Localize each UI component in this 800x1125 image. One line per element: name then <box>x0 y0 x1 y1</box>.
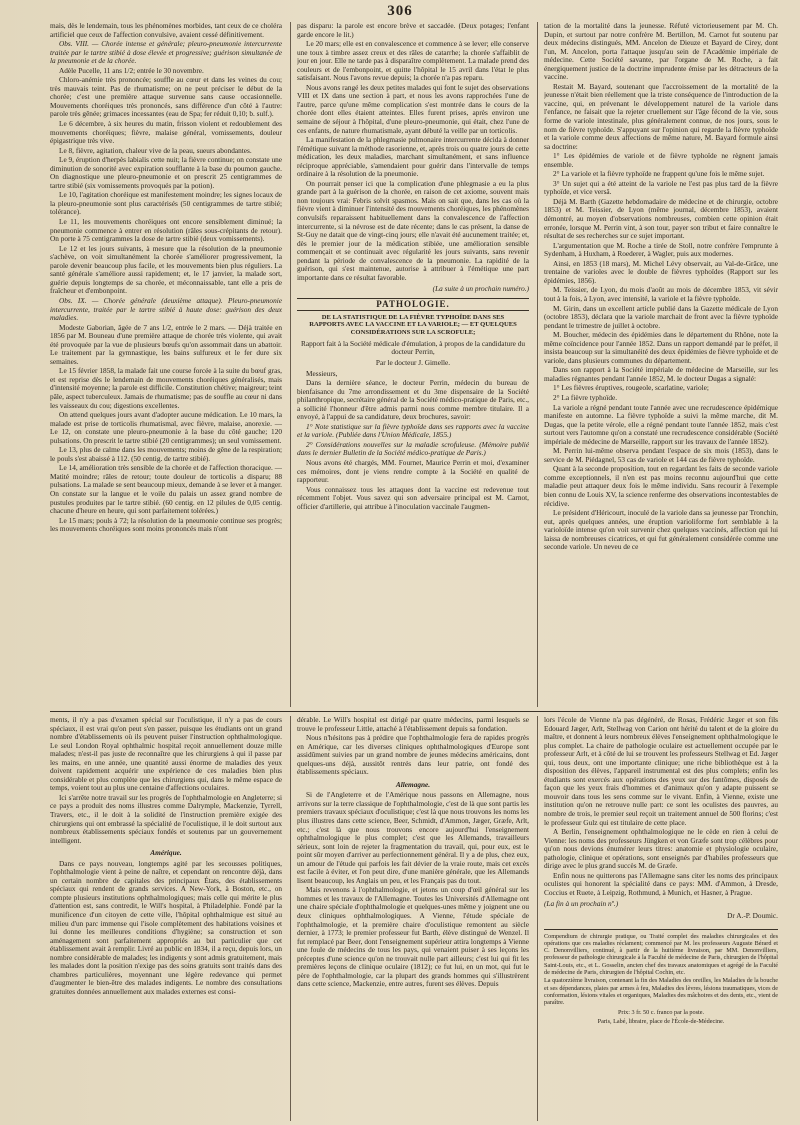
paragraph: Enfin nous ne quitterons pas l'Allemagne sans citer les noms des principaux oculistes qui honorent la spécialité dans ce pays: MM. d'Ammon, à Dresde, Coccius et Ruete, à Leipzig, Rothmund, à Munich, et Hasner, à Prague. <box>544 870 778 897</box>
paragraph: Dans son rapport à la Société impériale de médecine de Marseille, sur les maladies régnantes pendant l'année 1852, M. le docteur Dugas a signalé: <box>544 365 778 383</box>
report-line: Rapport fait à la Société médicale d'émulation, à propos de la candidature du docteur Perrin, <box>301 338 525 357</box>
column-divider <box>290 716 291 1121</box>
paragraph: 2° La fièvre typhoïde. <box>553 392 618 402</box>
column-top-right <box>544 22 778 707</box>
book-price: Prix: 3 fr. 50 c. franco par la poste. <box>617 1008 705 1016</box>
paragraph: M. Boucher, médecin des épidémies dans le département du Rhône, note la même coïncidence pour l'année 1852. Dans un rapport demandé par le préfet, il insista beaucoup sur la simultanéité des deux épidémies de fièvre typhoïde et de variole, dans plusieurs communes du département. <box>544 330 778 365</box>
paragraph: Le 15 février 1858, la malade fait une course forcée à la suite du bœuf gras, et est reprise dès le lendemain de mouvements choréiques généralisés, mais d'intensité moyenne; la parole est difficile. Constitution chétive; maigreur; teint pâle, aspect tuberculeux. Jamais de rhumatisme; pas de souffle au cœur ni dans les vaisseaux du cou; digestions excellentes. <box>50 366 282 410</box>
paragraph: M. Teissier, de Lyon, du mois d'août au mois de décembre 1853, vit sévir tout à la fois, à Lyon, avec intensité, la variole et la fièvre typhoïde. <box>544 285 778 303</box>
column-top-left <box>50 22 282 707</box>
continued-note: (La suite à un prochain numéro.) <box>432 284 529 294</box>
paragraph: Ainsi, en 1853 (18 mars), M. Michel Lévy observait, au Val-de-Grâce, une trentaine de varioles avec le double de fièvres typhoïdes (Rapport sur les épidémies, 1856). <box>544 258 778 285</box>
paragraph: Chloro-anémie très prononcée; souffle au cœur et dans les veines du cou; très mauvais teint. Pas de rhumatisme; on ne peut préciser le début de la chorée; c'est une première attaque survenue sans cause occasionnelle. Mouvements choréiques très prononcés, sans différence d'un côté à l'autre: parole très gênée; grimaces incessantes (eau de Spa; fer réduit 0,10; b. sulf.). <box>50 75 282 119</box>
paragraph: 1° Les fièvres éruptives, rougeole, scarlatine, variole; <box>553 383 709 393</box>
signature: Dr A.-P. Doumic. <box>727 911 778 921</box>
paragraph: pas disparu: la parole est encore brève et saccadée. (Deux potages; l'enfant garde encore le lit.) <box>297 22 529 39</box>
observation-heading: Obs. IX. — Chorée générale (deuxième attaque). Pleuro-pneumonie intercurrente, traitée par le tartre stibié à haute dose: guérison des deux maladies. <box>50 295 282 323</box>
section-heading: Allemagne. <box>395 779 431 789</box>
paragraph: Le 20 mars; elle est en convalescence et commence à se lever; elle conserve une toux à timbre assez creux et des râles de catarrhe; la chorée s'affaiblit de jour en jour. Elle ne tarde pas à disparaître complètement. La malade prend des couleurs et de l'embonpoint, et quitte l'hôpital le 15 avril dans l'état le plus satisfaisant. Nous l'avons revue depuis; la chorée n'a pas reparu. <box>297 39 529 83</box>
paragraph: Le 8, fièvre, agitation, chaleur vive de la peau, sueurs abondantes. <box>59 145 252 155</box>
paragraph: tation de la mortalité dans la jeunesse. Réfuté victorieusement par M. Ch. Dupin, et surtout par notre confrère M. Bertillon, M. Carnot fut soutenu par deux médecins distingués, MM. Ancelon de Dieuze et Bayard de Cirey, dont l'un, M. Ancelon, porta l'attaque jusqu'au sein de l'Académie impériale de médecine. Cette Société savante, par l'organe de M. Roche, a fait énergiquement justice de la doctrine imprudente émise par les détracteurs de la vaccine. <box>544 22 778 82</box>
paragraph: Le 12 et les jours suivants, à mesure que la résolution de la pneumonie s'achève, on voit simultanément la chorée s'améliorer progressivement, la parole devenir beaucoup plus facile, et les mouvements bien plus réguliers. La santé générale s'améliore aussi rapidement; et, le 17 janvier, la malade sort, guérie depuis longtemps de sa chorée, et méconnaissable, tant elle a pris de fraîcheur et d'embonpoint. <box>50 243 282 296</box>
column-bottom-middle <box>297 716 529 1121</box>
paragraph: 1° Note statistique sur la fièvre typhoïde dans ses rapports avec la vaccine et la variole. (Publiée dans l'Union Médicale, 1855.) <box>297 421 529 440</box>
paragraph: Dans la dernière séance, le docteur Perrin, médecin du bureau de bienfaisance du 7me arrondissement et du 3me dispensaire de la Société philanthropique, secrétaire général de la Société médico-pratique de Paris, etc., a sollicité l'honneur d'être admis parmi nous comme membre titulaire. Il a envoyé, à l'appui de sa candidature, deux brochures, savoir: <box>297 378 529 422</box>
column-divider <box>290 22 291 707</box>
paragraph: On attend quelques jours avant d'adopter aucune médication. Le 10 mars, la malade est prise de torticolis rhumatismal, avec fièvre, malaise, anorexie. — Le 12, on constate une pleuro-pneumonie à la base du côté gauche; 120 pulsations. On prescrit le tartre stibié (20 centigrammes); un seul vomissement. <box>50 410 282 445</box>
paragraph: On pourrait penser ici que la complication d'une phlegmasie a eu la plus grande part à la guérison de la chorée, en raison de cet axiome, souvent mais non toujours vrai: Febris solvit spasmos. Mais on sait que, dans les cas où la fièvre vient à diminuer l'intensité des mouvements choréiques, les phénomènes convulsifs reparaissent habituellement dans la convalescence de l'affection intercurrente, si la névrose est de date récente; dans le cas présent, la danse de St-Guy ne datait que de vingt-cinq jours; elle n'avait été aucunement traitée; et, dès le premier jour de la médication stibiée, une amélioration sensible commençait et se continuait avec régularité les jours suivants, sans revenir pendant la période de convalescence de la pneumonie. La rapidité de la guérison, qui s'est maintenue, autorise à attribuer à l'émétique une part importante dans ce résultat favorable. <box>297 178 529 282</box>
paragraph: Adèle Pucelle, 11 ans 1/2; entrée le 30 novembre. <box>59 65 204 75</box>
paragraph: 2° La variole et la fièvre typhoïde ne frappent qu'une fois le même sujet. <box>553 169 765 179</box>
column-divider <box>537 22 538 707</box>
paragraph: 2° Considérations nouvelles sur la maladie scrofuleuse. (Mémoire publié dans le dernier Bulletin de la Société médico-pratique de Paris.) <box>297 439 529 458</box>
book-publisher: Paris, Labé, libraire, place de l'École-de-Médecine. <box>597 1017 725 1025</box>
paragraph: Nous avons rangé les deux petites malades qui font le sujet des observations VIII et IX dans une section à part, et nous les avons rapprochées l'une de l'autre, parce qu'une même complication s'est montrée dans le cours de la chorée dont elles étaient atteintes. Elles furent prises, après environ une semaine de séjour à l'hôpital, d'une pleuro-pneumonie, qui était, chez l'une de ces enfants, de nature rhumatismale, ayant débuté la veille par un torticolis. <box>297 82 529 135</box>
paragraph: Vous connaissez tous les attaques dont la vaccine est redevenue tout récemment l'objet. Vous savez qui son adversaire principal est M. Carnot, officier d'artillerie, qui attribue à l'inoculation vaccinale l'augmen- <box>297 484 529 511</box>
paragraph: lors l'école de Vienne n'a pas dégénéré, de Rosas, Frédéric Jæger et son fils Edouard Jæger, Arlt, Stellwag von Carion ont hérité du talent et de la gloire du maître, et donnent à leurs nombreux élèves l'enseignement ophthalmologique le plus complet. La chaire de pathologie oculaire est actuellement occupée par le professeur Arlt, et à côté de lui se trouvent les professeurs Stellwag et Ed. Jæger qui, tous deux, ont une importante clinique; une riche bibliothèque est à la disposition des élèves, l'appareil instrumental est des plus complets; enfin les étudiants sont exercés aux opérations des yeux sur des fantômes, disposés de façon que les yeux frais d'hommes et d'animaux qu'on y adapte puissent se mouvoir dans tous les sens comme sur le vivant. Enfin, à Vienne, existe une institution qu'on ne retrouve nulle part: ce sont les oculistes des pauvres, au nombre de trois, le premier seul reçoit un traitement annuel de 500 florins; c'est le professeur Gulz qui est titulaire de cette place. <box>544 716 778 827</box>
observation-heading: Obs. VIII. — Chorée intense et générale; pleuro-pneumonie intercurrente traitée par le tartre stibié à dose élevée et progressive; guérison simultanée de la pneumonie et de la chorée. <box>50 39 282 66</box>
page-number: 306 <box>387 3 413 19</box>
paragraph: Si de l'Angleterre et de l'Amérique nous passons en Allemagne, nous arrivons sur la terre classique de l'ophthalmologie, c'est de là que sont partis les premiers travaux spéciaux d'oculistique; c'est là que nous trouvons les noms les plus illustres dans cette science, Beer, Schmidt, d'Ammon, Jæger, Græfe, Arlt, etc.; c'est là que nous trouvons encore aujourd'hui l'enseignement ophthalmologique le plus complet; c'est que les Allemands, travailleurs sérieux, sont loin de rejeter la fragmentation du travail, qui, pour eux, est le point sûr moyen d'arriver au perfectionnement général. Il y a de plus, chez eux, un amour de l'étude qui parfois les fait dévier de la vraie route, mais cet excès est facile à éviter, et l'on peut dire, d'une manière générale, que les Allemands lisent beaucoup, les Anglais un peu, et les Français pas du tout. <box>297 790 529 885</box>
column-bottom-right <box>544 716 778 1121</box>
paragraph: Le président d'Héricourt, inoculé de la variole dans sa jeunesse par Tronchin, eut, après quelques années, une éruption varioliforme fort semblable à la varioloïde intense qu'on voit survenir chez quelques vaccinés, affection qui lui laissa de nombreuses cicatrices, et qui fut généralement considérée comme une seconde variole. Un neveu de ce <box>544 508 778 552</box>
paragraph: Modeste Gaborian, âgée de 7 ans 1/2, entrée le 2 mars. — Déjà traitée en 1856 par M. Bouneau d'une première attaque de chorée très violente, qui avait été provoquée par la vue de plusieurs bœufs qu'on assommait dans un abattoir. Le traitement par la gymnastique, les bains sulfureux et le fer dure six semaines. <box>50 322 282 366</box>
paragraph: Restait M. Bayard, soutenant que l'accroissement de la mortalité de la jeunesse n'était bien réellement que la triste conséquence de l'introduction de la vaccine, qui, en prévenant le développement naturel de la variole dans l'enfance, ne faisait que la rejeter cruellement sur l'âge fécond de la vie, sous forme de variole intestinale, plus généralement connue, de nos jours, sous le nom de fièvre typhoïde. S'appuyant sur l'opinion qui regarde la fièvre typhoïde et la variole comme deux affections de même nature, M. Bayard formule ainsi sa doctrine: <box>544 81 778 151</box>
paragraph: Nous avons été chargés, MM. Fournet, Maurice Perrin et moi, d'examiner ces mémoires, dont je viens rendre compte à la Société en qualité de rapporteur. <box>297 458 529 485</box>
paragraph: mais, dès le lendemain, tous les phénomènes morbides, tant ceux de ce choléra artificiel que ceux de l'affection convulsive, avaient cessé définitivement. <box>50 22 282 39</box>
paragraph: M. Perrin lui-même observa pendant l'espace de six mois (1853), dans le service de M. Piédagnel, 53 cas de variole et 144 cas de fièvre typhoïde. <box>544 446 778 464</box>
paragraph: Dans ce pays nouveau, longtemps agité par les secousses politiques, l'ophthalmologie vient à peine de naître, et cependant on rencontre déjà, dans un certain nombre de capitales des principaux États, des établissements spéciaux qui rendent de grands services. A New-York, à Boston, etc., on compte plusieurs institutions ophthalmologiques; mais celle qui mérite le plus d'attention est, sans contredit, le Will's hospital, à Philadelphie. Fondé par la munificence d'un citoyen de cette ville, l'hôpital ophthalmique est situé au milieu d'un parc immense qui l'isole complètement des habitations voisines et lui donne les meilleures conditions d'hygiène; sa construction et son aménagement sont parfaitement appropriés au but particulier que cet établissement avait à remplir. Livré au public en 1834, il a reçu, depuis lors, un nombre considérable de malades; les indigents y sont admis gratuitement, mais les malades dont la position n'exige pas des soins gratuits sont traités dans des chambres particulières, moyennant une légère redevance qui permet d'augmenter le bien-être des malades indigents. Le nombre des consultations gratuites données annuellement aux malades externes est consi- <box>50 858 282 996</box>
section-heading: Amérique. <box>150 848 182 858</box>
paragraph: Quant à la seconde proposition, tout en regardant les faits de seconde variole comme exceptionnels, il n'en est pas moins reconnu aujourd'hui que cette maladie peut attaquer deux fois le même individu. Sans recourir à l'exemple bien connu de Louis XV, la science renferme des observations incontestables de récidive. <box>544 464 778 508</box>
paragraph: Le 11, les mouvements choréiques ont encore sensiblement diminué; la pneumonie commence à entrer en résolution (râles sous-crépitants de retour). On porte à 75 centigrammes la dose de tartre stibié (deux vomissements). <box>50 217 282 244</box>
author-line: Par le docteur J. Gimelle. <box>375 357 451 367</box>
paragraph: La manifestation de la phlegmasie pulmonaire intercurrente décida à donner l'émétique suivant la méthode rasorienne, et, après trois ou quatre jours de cette médication, les deux maladies, marchant simultanément, et sans influence réciproque appréciable, s'amendaient pour guérir dans l'intervalle de temps ordinaire à la résolution de la pneumonie. <box>297 135 529 179</box>
paragraph: Le 9, éruption d'herpès labialis cette nuit; la fièvre continue; on constate une diminution de sonorité avec expiration soufflante à la base du poumon gauche. On diagnostique une pleuro-pneumonie et on prescrit 25 centigrammes de tartre stibié (six vomissements provoqués par la potion). <box>50 155 282 190</box>
paragraph: A Berlin, l'enseignement ophthalmologique ne le cède en rien à celui de Vienne: les noms des professeurs Jüngken et von Græfe sont trop célèbres pour qu'on nous devions énumérer leurs titres: anatomie et physiologie oculaire, pathologie, clinique et opérations, sont enseignés par d'habiles professeurs que dirige avec le plus grand succès M. de Græfe. <box>544 827 778 871</box>
salutation: Messieurs, <box>306 368 338 378</box>
paragraph: Mais revenons à l'ophthalmologie, et jetons un coup d'œil général sur les hommes et les travaux de l'Allemagne. Toutes les Universités d'Allemagne ont une chaire spéciale d'ophthalmologie et quelques-unes même y joignent une ou deux cliniques ophthalmologiques. A Vienne, l'étude spéciale de l'ophthalmologie, et la première chaire d'oculistique remontent au siècle dernier, à 1773; le premier professeur fut Barth, élève distingué de Wenzel. Il fut remplacé par Beer, dont l'enseignement supérieur attira longtemps à Vienne une foule de médecins de tous les pays, qui venaient puiser à ses leçons les préceptes d'une science qu'on ne trouvait nulle part ailleurs; c'est lui qui fit les premières leçons de clinique oculaire (1812); ce fut lui, en un mot, qui fut le père de l'ophthalmologie, car la plupart des grands hommes qui s'illustrèrent dans cette science, Mackenzie, entre autres, furent ses élèves. Depuis <box>297 885 529 989</box>
paragraph: ments, il n'y a pas d'examen spécial sur l'oculistique, il n'y a pas de cours spéciaux, il est vrai qu'on peut s'en passer, puisque les étudiants ont un grand nombre d'établissements où ils peuvent puiser l'instruction ophthalmologique. Le seul London Royal ophthalmic hospital reçoit annuellement douze mille malades; n'est-il pas juste de reconnaître que les chirurgiens à qui il passe par les mains, en une année, une quantité aussi énorme de maladies des yeux doivent rapidement acquérir une expérience de ces maladies bien plus considérable et plus complète que les chirurgiens qui, dans le même espace de temps, voient tout au plus une centaine d'affections oculaires. <box>50 716 282 793</box>
paragraph: Nous n'hésitons pas à prédire que l'ophthalmologie fera de rapides progrès en Amérique, car les diverses cliniques ophthalmologiques d'Europe sont assidûment suivies par un grand nombre de jeunes médecins américains, dont quelques-uns déjà, aussitôt rentrés dans leur patrie, ont fondé des établissements spéciaux. <box>297 733 529 777</box>
paragraph: Le 6 décembre, à six heures du matin, frisson violent et redoublement des mouvements choréiques; fièvre, malaise général, vomissements, douleur épigastrique très vive. <box>50 119 282 146</box>
paragraph: dérable. Le Will's hospital est dirigé par quatre médecins, parmi lesquels se trouve le professeur Little, attaché à l'établissement depuis sa fondation. <box>297 716 529 733</box>
paragraph: M. Girin, dans un excellent article publié dans la Gazette médicale de Lyon (octobre 1853), déclara que la variole marchait de front avec la fièvre typhoïde pendant le trimestre de juillet à octobre. <box>544 303 778 330</box>
article-title: DE LA STATISTIQUE DE LA FIÈVRE TYPHOÏDE DANS SES RAPPORTS AVEC LA VACCINE ET LA VARIOLE; — ET QUELQUES CONSIDÉRATIONS SUR LA SCROFULE; <box>309 313 517 337</box>
paragraph: 3° Un sujet qui a été atteint de la variole ne l'est pas plus tard de la fièvre typhoïde, et vice versâ. <box>544 178 778 197</box>
paragraph: 1° Les épidémies de variole et de fièvre typhoïde ne règnent jamais ensemble. <box>544 151 778 169</box>
paragraph: Le 13, plus de calme dans les mouvements; moins de gêne de la respiration; le pouls s'est abaissé à 112. (50 centig. de tartre stibié). <box>50 445 282 463</box>
paragraph: Le 14, amélioration très sensible de la chorée et de l'affection thoracique. — Matité moindre; râles de retour; toute douleur de torticolis a disparu; 88 pulsations. La malade se sent beaucoup mieux, demande à se lever et à manger. On constate sur la langue et le voile du palais un assez grand nombre de pustules produites par le tartre stibié. (60 centig. en 12 pilules de 0,05 centig. chacune d'heure en heure, qui sont parfaitement tolérées.) <box>50 463 282 516</box>
paragraph: L'argumentation que M. Roche a tirée de Stoll, notre confrère l'emprunte à Sydenham, à Huxham, à Roederer, à Wagler, puis aux modernes. <box>544 240 778 259</box>
book-notice <box>544 929 778 1026</box>
column-top-middle <box>297 22 529 707</box>
paragraph: Le 10, l'agitation choréique est manifestement moindre; les signes locaux de la pleuro-pneumonie sont plus caractérisés (50 centigrammes de tartre stibié; tolérance). <box>50 190 282 217</box>
paragraph: Ici s'arrête notre travail sur les progrès de l'ophthalmologie en Angleterre; si ce pays a produit des noms illustres comme Dalrymple, Mackenzie, Tyrrell, Travers, etc., il le doit à la solidité de l'instruction première exigée des chirurgiens qui ont embrassé la spécialité de l'oculistique, il le doit surtout aux nombreux établissements spéciaux fondés et soutenus par un gouvernement intelligent. <box>50 792 282 845</box>
horizontal-rule <box>50 711 778 712</box>
column-divider <box>537 716 538 1121</box>
paragraph: La variole a régné pendant toute l'année avec une recrudescence épidémique manifeste en automne. La fièvre typhoïde a suivi la même marche, dit M. Dugas, que la petite vérole, elle a régné pendant toute l'année 1852, mais c'est surtout vers l'automne qu'on a constaté une recrudescence considérable (Société impériale de médecine de Marseille, rapport sur les travaux de l'année 1852). <box>544 402 778 446</box>
book-title: Compendium de chirurgie pratique, ou Traité complet des maladies chirurgicales et des opérations que ces maladies réclament; commencé par M. les professeurs Auguste Bérard et C. Denonvilliers, continué, à partir de la huitième livraison, par MM. Denonvilliers, professeur de pathologie chirurgicale à la Faculté de médecine de Paris, chirurgien de l'hôpital Saint-Louis, etc., et L. Gosselin, ancien chef des travaux anatomiques et agrégé de la Faculté de médecine de Paris, chirurgien de l'hôpital Cochin, etc. <box>544 932 778 977</box>
section-rubric: PATHOLOGIE. <box>297 298 529 311</box>
paragraph: Déjà M. Barth (Gazette hebdomadaire de médecine et de chirurgie, octobre 1853) et M. Teissier, de Lyon (même journal, décembre 1853), avaient démontré, au moyen d'observations nombreuses, combien cette opinion était erronée, lorsque M. Perrin vint, à son tour, payer son tribut et faire connaître le résultat de ses recherches sur ce sujet important. <box>544 196 778 241</box>
book-contents: La quatorzième livraison, contenant la fin des Maladies des oreilles, les Maladies de la bouche et ses dépendances, plaies par armes à feu, Maladies des lèvres, lésions traumatiques, vices de conformation, lésions vitales et organiques, Maladies des mâchoires et des dents, etc., vient de paraître. <box>544 977 778 1007</box>
paragraph: Le 15 mars; pouls à 72; la résolution de la pneumonie continue ses progrès; les mouvements choréiques sont moins prononcés mais n'ont <box>50 515 282 534</box>
continued-note: (La fin à un prochain nº.) <box>544 899 619 909</box>
column-bottom-left <box>50 716 282 1121</box>
